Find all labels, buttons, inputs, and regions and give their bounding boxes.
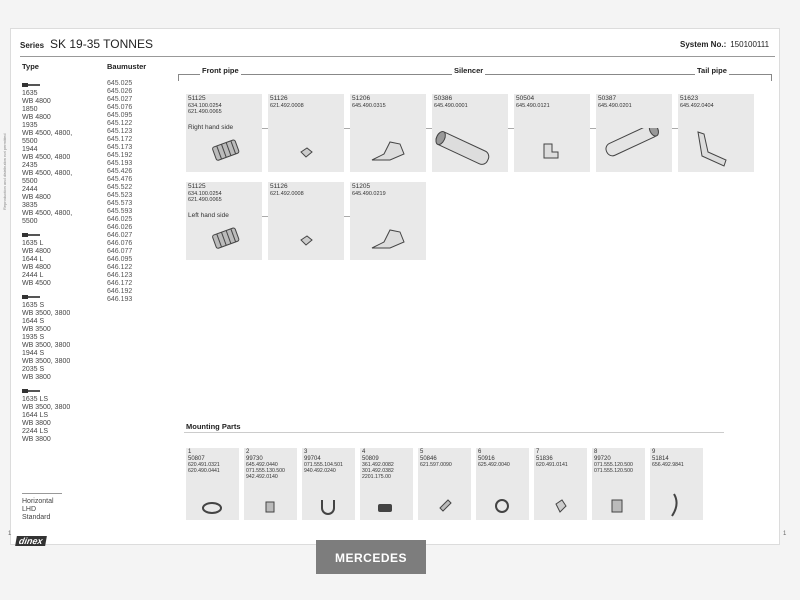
- series-header: [20, 37, 153, 51]
- type-group: [22, 82, 107, 226]
- mounting-number: 99730: [246, 456, 263, 462]
- part-code: 621.492.0008: [270, 103, 304, 109]
- mounting-code: 620.491.0141: [536, 462, 568, 468]
- baumuster-entry: 645.573: [107, 200, 133, 207]
- part-code: 621.492.0008: [270, 191, 304, 197]
- part-code: 645.490.0315: [352, 103, 386, 109]
- baumuster-entry: 645.095: [107, 112, 133, 119]
- type-entry: 5500: [22, 218, 38, 225]
- type-entry: 3835: [22, 202, 38, 209]
- mounting-part-card[interactable]: [650, 448, 703, 520]
- part-number: 51126: [270, 95, 288, 102]
- part-number: 51206: [352, 95, 371, 102]
- type-entry: 1935: [22, 122, 38, 129]
- type-entry: 1944: [22, 146, 38, 153]
- type-entry: WB 4800: [22, 98, 51, 105]
- part-number: 50504: [516, 95, 535, 102]
- part-number: 51125: [188, 95, 206, 102]
- legend-lhd: LHD: [22, 506, 37, 513]
- mounting-divider: [184, 432, 724, 433]
- mounting-codes: [362, 463, 394, 480]
- type-group: [22, 294, 107, 382]
- baumuster-entry: 646.095: [107, 256, 133, 263]
- baumuster-entry: 645.192: [107, 152, 133, 159]
- part-number: 51125: [188, 183, 206, 190]
- mounting-part-card[interactable]: [592, 448, 645, 520]
- mounting-codes: [478, 463, 510, 469]
- baumuster-entry: 645.173: [107, 144, 133, 151]
- mounting-number: 50846: [420, 456, 437, 462]
- type-entry: 1935 S: [22, 334, 45, 341]
- type-entry: WB 4800: [22, 114, 51, 121]
- mounting-part-card[interactable]: [244, 448, 297, 520]
- page-marker-right: 1: [783, 531, 787, 537]
- part-code: 621.490.0065: [188, 197, 222, 203]
- mounting-part-card[interactable]: [476, 448, 529, 520]
- baumuster-entry: 645.122: [107, 120, 133, 127]
- mounting-code: 942.492.0140: [246, 473, 278, 480]
- mounting-code: 625.492.0040: [478, 462, 510, 468]
- baumuster-entry: 646.193: [107, 296, 133, 303]
- baumuster-entry: 645.172: [107, 136, 133, 143]
- mounting-code: 071.555.104.501: [304, 462, 343, 468]
- part-code: 645.492.0404: [680, 103, 714, 109]
- baumuster-entry: 646.025: [107, 216, 133, 223]
- mounting-code: 071.555.130.500: [246, 467, 285, 474]
- type-entry: 1644 S: [22, 318, 45, 325]
- part-card[interactable]: [432, 94, 508, 172]
- baumuster-entry: 645.476: [107, 176, 133, 183]
- mounting-part-card[interactable]: [534, 448, 587, 520]
- baumuster-entry: 645.522: [107, 184, 133, 191]
- type-entry: WB 3500, 3800: [22, 404, 71, 411]
- type-entry: WB 4500, 4800,: [22, 170, 73, 177]
- type-entry: WB 3800: [22, 436, 51, 443]
- type-entry: 1644 LS: [22, 412, 49, 419]
- mounting-codes: [594, 463, 633, 475]
- series-label: Series: [20, 41, 45, 50]
- baumuster-entry: 646.076: [107, 240, 133, 247]
- type-group: [22, 232, 107, 288]
- baumuster-entry: 645.026: [107, 88, 133, 95]
- mounting-number: 50916: [478, 456, 495, 462]
- mounting-codes: [420, 463, 452, 469]
- silencer-label: Silencer: [454, 66, 484, 75]
- mounting-index: 4: [362, 449, 366, 455]
- baumuster-entry: 645.076: [107, 104, 133, 111]
- baumuster-entry: 646.077: [107, 248, 133, 255]
- brand-banner: MERCEDES: [316, 540, 426, 574]
- mounting-code: 620.490.0441: [188, 467, 220, 474]
- mounting-code: 940.492.0240: [304, 467, 336, 474]
- part-card[interactable]: [350, 94, 426, 172]
- mounting-part-card[interactable]: [418, 448, 471, 520]
- part-codes: [352, 103, 386, 109]
- part-side-label: Left hand side: [188, 212, 229, 219]
- mounting-part-card[interactable]: [186, 448, 239, 520]
- part-number: 51623: [680, 95, 699, 102]
- baumuster-entry: 646.027: [107, 232, 133, 239]
- type-entry: 5500: [22, 178, 38, 185]
- mounting-code: 620.491.0321: [188, 462, 220, 468]
- legend: [22, 498, 54, 522]
- type-entry: 2035 S: [22, 366, 45, 373]
- mounting-number: 50807: [188, 456, 205, 462]
- type-entry: WB 4800: [22, 248, 51, 255]
- part-card[interactable]: [186, 182, 262, 260]
- part-number: 51126: [270, 183, 288, 190]
- part-codes: [188, 191, 222, 203]
- baumuster-entry: 646.172: [107, 280, 133, 287]
- mounting-index: 6: [478, 449, 482, 455]
- system-label: System No.:: [680, 40, 727, 49]
- part-codes: [270, 103, 304, 109]
- type-entry: WB 3500: [22, 326, 51, 333]
- type-entry: 1635: [22, 90, 38, 97]
- tail-pipe-label: Tail pipe: [697, 66, 727, 75]
- type-entry: 1944 S: [22, 350, 45, 357]
- type-entry: WB 4500, 4800: [22, 154, 71, 161]
- part-codes: [352, 191, 386, 197]
- part-code: 645.490.0121: [516, 103, 550, 109]
- part-codes: [434, 103, 468, 109]
- part-code: 645.490.0219: [352, 191, 386, 197]
- mounting-index: 2: [246, 449, 250, 455]
- mounting-index: 8: [594, 449, 598, 455]
- baumuster-entry: 645.193: [107, 160, 133, 167]
- baumuster-entry: 646.026: [107, 224, 133, 231]
- part-code: 621.490.0065: [188, 109, 222, 115]
- type-entry: 2244 LS: [22, 428, 49, 435]
- baumuster-column-header: Baumuster: [107, 62, 147, 71]
- part-number: 50387: [598, 95, 617, 102]
- baumuster-entry: 645.593: [107, 208, 133, 215]
- mounting-number: 99704: [304, 456, 321, 462]
- part-codes: [270, 191, 304, 197]
- mounting-part-card[interactable]: [360, 448, 413, 520]
- type-entry: 1850: [22, 106, 38, 113]
- part-card[interactable]: [186, 94, 262, 172]
- legend-divider: [22, 493, 62, 494]
- baumuster-entry: 646.192: [107, 288, 133, 295]
- baumuster-entry: 646.123: [107, 272, 133, 279]
- mounting-code: 361.492.0082: [362, 462, 394, 468]
- part-card[interactable]: [514, 94, 590, 172]
- system-number: [680, 40, 769, 49]
- type-entry: WB 3500, 3800: [22, 342, 71, 349]
- mounting-index: 9: [652, 449, 656, 455]
- part-card[interactable]: [268, 94, 344, 172]
- side-copyright-text: Reproduction and distribution not permitted: [2, 133, 7, 210]
- section-bracket: [178, 74, 772, 81]
- mounting-number: 51836: [536, 456, 553, 462]
- mounting-code: 071.555.120.500: [594, 467, 633, 474]
- type-entry: 1644 L: [22, 256, 44, 263]
- part-number: 50386: [434, 95, 453, 102]
- truck-icon: [22, 388, 40, 394]
- header-divider: [20, 56, 775, 57]
- type-entry: WB 4500, 4800,: [22, 210, 73, 217]
- type-entry: 2444 L: [22, 272, 44, 279]
- page-marker-left: 1: [8, 531, 12, 537]
- type-list: [22, 80, 107, 450]
- mounting-part-card[interactable]: [302, 448, 355, 520]
- part-code: 634.100.0254: [188, 191, 222, 197]
- part-codes: [680, 103, 714, 109]
- dinex-logo: dinex: [15, 536, 46, 546]
- part-code: 634.100.0254: [188, 103, 222, 109]
- truck-icon: [22, 294, 40, 300]
- type-entry: 2444: [22, 186, 38, 193]
- truck-icon: [22, 232, 40, 238]
- part-codes: [516, 103, 550, 109]
- type-entry: WB 4800: [22, 194, 51, 201]
- baumuster-entry: 645.025: [107, 80, 133, 87]
- type-entry: WB 4500: [22, 280, 51, 287]
- legend-horizontal: Horizontal: [22, 498, 54, 505]
- part-card[interactable]: [596, 94, 672, 172]
- front-pipe-label: Front pipe: [202, 66, 239, 75]
- mounting-index: 1: [188, 449, 192, 455]
- mounting-index: 5: [420, 449, 424, 455]
- type-entry: WB 3500, 3800: [22, 310, 71, 317]
- part-codes: [598, 103, 632, 109]
- part-card[interactable]: [268, 182, 344, 260]
- mounting-code: 656.492.9841: [652, 462, 684, 468]
- type-entry: 1635 LS: [22, 396, 49, 403]
- part-card[interactable]: [350, 182, 426, 260]
- baumuster-entry: 646.122: [107, 264, 133, 271]
- type-entry: WB 3800: [22, 374, 51, 381]
- part-codes: [188, 103, 222, 115]
- baumuster-list: [107, 80, 132, 304]
- mounting-number: 51814: [652, 456, 669, 462]
- part-side-label: Right hand side: [188, 124, 234, 131]
- part-code: 645.490.0201: [598, 103, 632, 109]
- legend-standard: Standard: [22, 514, 51, 521]
- mounting-codes: [246, 463, 285, 480]
- baumuster-entry: 645.027: [107, 96, 133, 103]
- part-card[interactable]: [678, 94, 754, 172]
- type-entry: WB 4500, 4800,: [22, 130, 73, 137]
- type-entry: WB 4800: [22, 264, 51, 271]
- series-value: SK 19-35 TONNES: [50, 37, 153, 51]
- mounting-codes: [652, 463, 684, 469]
- mounting-index: 3: [304, 449, 308, 455]
- type-column-header: Type: [22, 62, 39, 71]
- part-code: 645.490.0001: [434, 103, 468, 109]
- mounting-code: 301.492.0382: [362, 467, 394, 474]
- truck-icon: [22, 82, 40, 88]
- type-entry: WB 3500, 3800: [22, 358, 71, 365]
- mounting-code: 645.492.0440: [246, 462, 278, 468]
- type-entry: 1635 S: [22, 302, 45, 309]
- baumuster-entry: 645.123: [107, 128, 133, 135]
- mounting-codes: [304, 463, 343, 475]
- part-number: 51205: [352, 183, 371, 190]
- mounting-code: 071.555.120.500: [594, 462, 633, 468]
- mounting-number: 50809: [362, 456, 379, 462]
- mounting-codes: [188, 463, 220, 475]
- mounting-code: 621.597.0090: [420, 462, 452, 468]
- baumuster-entry: 645.523: [107, 192, 133, 199]
- mounting-codes: [536, 463, 568, 469]
- mounting-number: 99720: [594, 456, 611, 462]
- type-group: [22, 388, 107, 444]
- type-entry: WB 3800: [22, 420, 51, 427]
- type-entry: 2435: [22, 162, 38, 169]
- mounting-parts-title: Mounting Parts: [186, 422, 241, 431]
- type-entry: 5500: [22, 138, 38, 145]
- baumuster-entry: 645.426: [107, 168, 133, 175]
- mounting-code: 2201.175.00: [362, 473, 391, 480]
- mounting-index: 7: [536, 449, 540, 455]
- system-value: 150100111: [730, 40, 770, 49]
- type-entry: 1635 L: [22, 240, 44, 247]
